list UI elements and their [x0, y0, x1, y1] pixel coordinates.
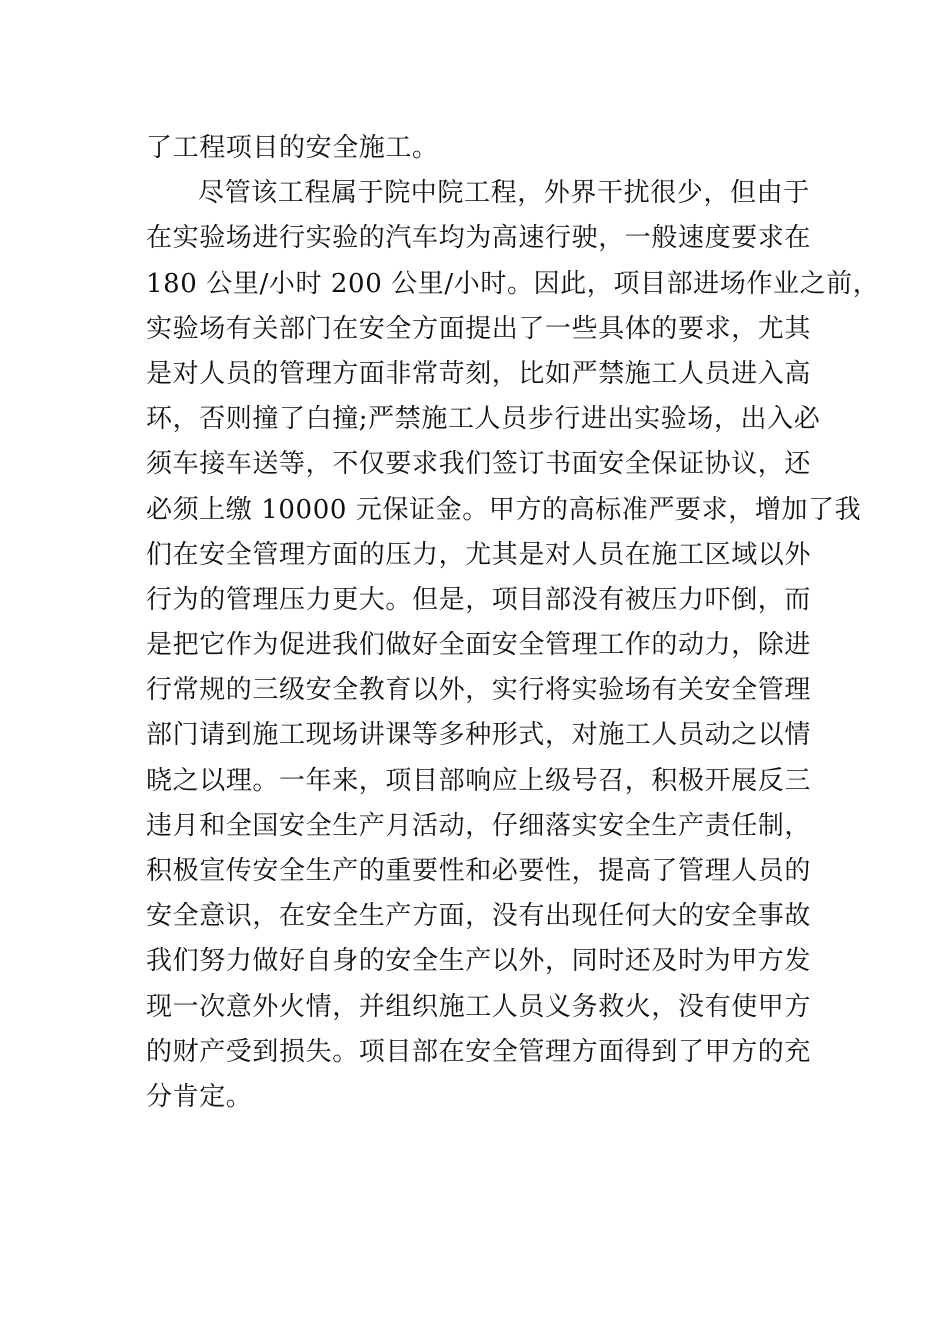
text-line: 行常规的三级安全教育以外，实行将实验场有关安全管理	[146, 675, 812, 706]
text-line: 实验场有关部门在安全方面提出了一些具体的要求，尤其	[146, 313, 812, 344]
text-line: 须车接车送等，不仅要求我们签订书面安全保证协议，还	[146, 449, 812, 480]
paragraph-first-line: 尽管该工程属于院中院工程，外界干扰很少，但由于	[198, 178, 810, 209]
text-line: 现一次意外火情，并组织施工人员义务救火，没有使甲方	[146, 991, 812, 1022]
text-line: 180 公里/小时 200 公里/小时。因此，项目部进场作业之前，	[146, 268, 880, 299]
text-line: 必须上缴 10000 元保证金。甲方的高标准严要求，增加了我	[146, 494, 862, 525]
text-line: 在实验场进行实验的汽车均为高速行驶，一般速度要求在	[146, 223, 812, 254]
text-line: 的财产受到损失。项目部在安全管理方面得到了甲方的充	[146, 1036, 812, 1067]
text-line: 是对人员的管理方面非常苛刻，比如严禁施工人员进入高	[146, 358, 812, 389]
text-line: 安全意识，在安全生产方面，没有出现任何大的安全事故	[146, 901, 812, 932]
text-line: 们在安全管理方面的压力，尤其是对人员在施工区域以外	[146, 539, 812, 570]
text-line: 环，否则撞了白撞;严禁施工人员步行进出实验场，出入必	[146, 404, 821, 435]
text-line: 分肯定。	[146, 1081, 253, 1112]
text-line: 违月和全国安全生产月活动，仔细落实安全生产责任制，	[146, 810, 812, 841]
text-line: 积极宣传安全生产的重要性和必要性，提高了管理人员的	[146, 856, 812, 886]
body-text	[146, 126, 880, 1120]
text-line: 行为的管理压力更大。但是，项目部没有被压力吓倒，而	[146, 584, 812, 615]
text-line: 了工程项目的安全施工。	[146, 133, 439, 163]
text-line: 我们努力做好自身的安全生产以外，同时还及时为甲方发	[146, 946, 812, 977]
text-line: 晓之以理。一年来，项目部响应上级号召，积极开展反三	[146, 765, 812, 796]
text-line: 部门请到施工现场讲课等多种形式，对施工人员动之以情	[146, 720, 812, 751]
text-line: 是把它作为促进我们做好全面安全管理工作的动力，除进	[146, 630, 812, 661]
